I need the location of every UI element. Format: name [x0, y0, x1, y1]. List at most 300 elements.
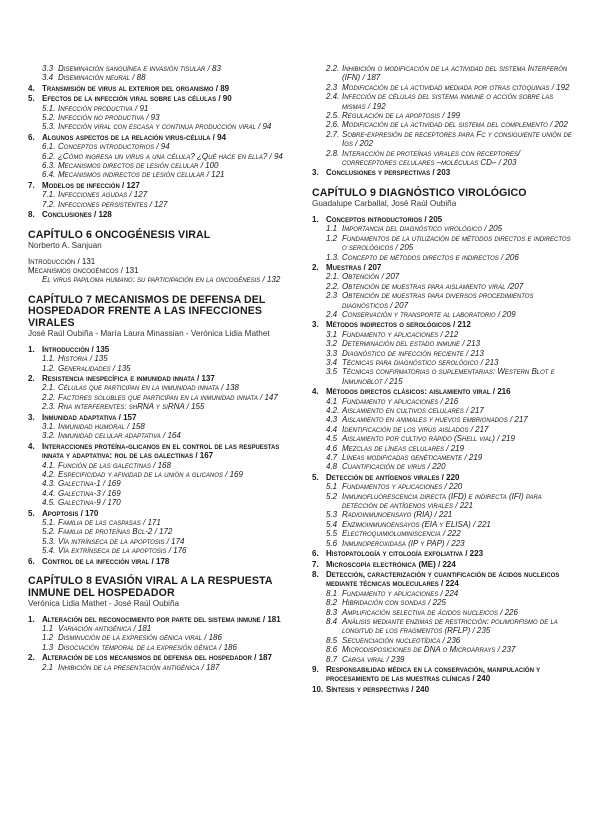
- toc-entry-text: Técnicas confirmatorias o suplementarias: Western Blot e Inmunoblot / 215: [342, 367, 555, 386]
- chapter-authors: Guadalupe Carballal, José Raúl Oubiña: [312, 199, 457, 209]
- toc-subsection-entry: [28, 364, 298, 373]
- toc-entry-number: 4.4: [326, 424, 338, 434]
- toc-entry-text: Inhibición o modificación de la actividad del sistema Interferón (IFN) / 187: [342, 64, 568, 83]
- toc-subsection-entry: [312, 83, 574, 92]
- toc-entry-text: Microdisposiciones de DNA o Microarrays / 237: [342, 645, 516, 655]
- toc-entry-number: 6.: [312, 549, 319, 559]
- toc-entry-number: 2.1.: [42, 383, 56, 393]
- toc-section-entry: [28, 345, 298, 354]
- toc-entry-number: 4.5: [326, 434, 338, 444]
- toc-entry-number: 5.3.: [42, 536, 56, 546]
- toc-entry-number: 8.6: [326, 645, 338, 655]
- toc-entry-text: Apoptosis / 170: [42, 508, 99, 518]
- toc-subsection-entry: [312, 367, 574, 386]
- toc-subsection-entry: [28, 422, 298, 431]
- toc-entry-number: 4.: [28, 83, 35, 93]
- toc-entry-number: 5.1.: [42, 103, 56, 113]
- toc-entry-number: 5.2: [326, 491, 338, 501]
- toc-entry-text: Factores solubles que participan en la inmunidad innata / 147: [58, 392, 278, 402]
- toc-entry-number: 2.: [28, 373, 35, 383]
- toc-entry-text: Mecanismos oncogénicos / 131: [28, 265, 139, 275]
- toc-entry-text: Identificación de los virus aislados / 217: [342, 424, 489, 434]
- toc-entry-number: 3.4: [42, 73, 54, 83]
- toc-entry-text: Fundamento y aplicaciones / 224: [342, 588, 459, 598]
- toc-section-entry: [28, 442, 298, 461]
- toc-section-entry: [28, 210, 298, 219]
- toc-section-entry: [28, 374, 298, 383]
- chapter-authors: Norberto A. Sanjuan: [28, 241, 102, 250]
- toc-section-entry: [312, 168, 574, 177]
- toc-entry-text: Cuantificación de virus / 220: [342, 462, 446, 472]
- toc-entry-number: 6.4.: [42, 170, 56, 180]
- toc-subsection-entry: [312, 510, 574, 519]
- toc-entry-number: 6.3.: [42, 161, 56, 171]
- toc-entry-number: 2.3.: [42, 402, 56, 412]
- toc-subsection-entry: [28, 73, 298, 82]
- chapter-authors: José Raúl Oubiña - María Laura Minassian - Verónica Lidia Mathet: [28, 329, 270, 339]
- toc-entry-number: 1.2.: [42, 363, 56, 373]
- toc-entry: [28, 275, 298, 284]
- toc-entry-number: 1.: [28, 344, 35, 354]
- toc-entry-text: Métodos indirectos o serológicos / 212: [326, 320, 471, 330]
- toc-entry-text: Infección productiva / 91: [58, 103, 149, 113]
- toc-entry-number: 5.4.: [42, 546, 56, 556]
- toc-entry-number: 3.: [312, 320, 319, 330]
- toc-entry-number: 2.2.: [42, 392, 56, 402]
- toc-section-entry: [28, 181, 298, 190]
- toc-subsection-entry: [28, 663, 298, 672]
- toc-entry-text: Mecanismos directos de lesión celular / 100: [58, 161, 219, 171]
- toc-subsection-entry: [28, 170, 298, 179]
- toc-entry-number: 1.: [28, 614, 35, 624]
- toc-entry-number: 3.: [312, 168, 319, 178]
- toc-entry-number: 1.3: [42, 642, 54, 652]
- toc-right-column: [312, 64, 574, 839]
- toc-entry-text: Microscopía electrónica (ME) / 224: [326, 559, 456, 569]
- toc-entry-text: Familia de proteínas Bcl-2 / 172: [58, 527, 173, 537]
- toc-entry-text: Modificación de la actividad mediada por otras citoquinas / 192: [342, 82, 570, 92]
- toc-subsection-entry: [312, 529, 574, 538]
- toc-entry-text: Detección de antígenos virales / 220: [326, 472, 460, 482]
- toc-subsection-entry: [28, 393, 298, 402]
- toc-entry-number: 7.2.: [42, 199, 56, 209]
- toc-entry-text: Infección de células del sistema inmune o acción sobre las mismas / 192: [342, 92, 554, 111]
- toc-entry-text: Amplificación selectiva de ácidos nucleicos / 226: [342, 607, 518, 617]
- toc-subsection-entry: [28, 479, 298, 488]
- toc-subsection-entry: [312, 224, 574, 233]
- toc-subsection-entry: [312, 520, 574, 529]
- toc-section-entry: [28, 557, 298, 566]
- toc-entry-number: 5.3.: [42, 122, 56, 132]
- toc-subsection-entry: [312, 434, 574, 443]
- toc-entry-text: Inmunoperoxidasa (IP y PAP) / 223: [342, 538, 465, 548]
- toc-entry-text: Análisis mediante enzimas de restricción: polimorfismo de la longitud de los fragmentos (RFLP) / 235: [342, 616, 558, 636]
- toc-entry-text: Aislamiento en animales y huevos embrionados / 217: [342, 415, 528, 425]
- toc-entry-number: 4.: [312, 387, 319, 397]
- toc-entry-number: 3.5: [326, 367, 338, 377]
- toc-subsection-entry: [28, 633, 298, 642]
- toc-section-entry: [312, 387, 574, 396]
- toc-entry-number: 4.7: [326, 453, 338, 463]
- toc-subsection-entry: [312, 453, 574, 462]
- toc-subsection-entry: [28, 470, 298, 479]
- toc-entry-number: 3.1: [326, 329, 338, 339]
- toc-entry-text: Alteración de los mecanismos de defensa del hospedador / 187: [42, 653, 272, 663]
- toc-section-entry: [312, 215, 574, 224]
- toc-entry-text: Infecciones persistentes / 127: [58, 199, 168, 209]
- toc-subsection-entry: [28, 546, 298, 555]
- chapter-authors: Verónica Lidia Mathet - José Raúl Oubiña: [28, 599, 180, 609]
- toc-entry-number: 3.1.: [42, 421, 56, 431]
- toc-entry-number: 3.2: [326, 339, 338, 349]
- toc-entry-text: Obtención de muestras para diversos procedimientos diagnósticos / 207: [342, 291, 534, 310]
- toc-chapter: [28, 230, 298, 285]
- toc-entry-number: 5.2.: [42, 113, 56, 123]
- toc-entry-text: Fundamentos de la utilización de métodos directos e indirectos o serológicos / 205: [342, 233, 571, 253]
- toc-subsection-entry: [28, 518, 298, 527]
- toc-entry-group: [312, 64, 574, 178]
- toc-entry-number: 4.: [28, 441, 35, 451]
- toc-entry: [28, 266, 298, 275]
- toc-entry-number: 2.1.: [326, 272, 340, 282]
- toc-entry-number: 3.3: [42, 64, 54, 73]
- toc-subsection-entry: [28, 190, 298, 199]
- chapter-title: CAPÍTULO 9 DIAGNÓSTICO VIROLÓGICO: [312, 186, 527, 199]
- toc-entry-number: 8.: [28, 210, 35, 220]
- toc-entry-text: Alteración del reconocimiento por parte del sistema inmune / 181: [42, 614, 281, 624]
- toc-subsection-entry: [28, 354, 298, 363]
- toc-subsection-entry: [312, 539, 574, 548]
- toc-subsection-entry: [28, 383, 298, 392]
- toc-subsection-entry: [312, 589, 574, 598]
- toc-entry-number: 4.1: [326, 396, 338, 406]
- toc-entry-text: Función de las galectinas / 168: [58, 460, 171, 470]
- toc-subsection-entry: [28, 200, 298, 209]
- chapter-title: CAPÍTULO 6 ONCOGÉNESIS VIRAL: [28, 228, 211, 241]
- toc-entry-number: 5.: [28, 508, 35, 518]
- toc-subsection-entry: [312, 92, 574, 111]
- toc-subsection-entry: [28, 461, 298, 470]
- toc-entry-text: Familia de las caspasas / 171: [58, 518, 161, 528]
- toc-subsection-entry: [312, 462, 574, 471]
- chapter-title: CAPÍTULO 7 MECANISMOS DE DEFENSA DEL HOSPEDADOR FRENTE A LAS INFECCIONES VIRALES: [28, 293, 266, 329]
- toc-entry-number: 4.5.: [42, 498, 56, 508]
- toc-entry-text: Introducción / 131: [28, 256, 96, 266]
- toc-entry-text: Diseminación neural / 88: [58, 73, 146, 83]
- toc-entry-text: Síntesis y perspectivas / 240: [326, 684, 430, 694]
- toc-subsection-entry: [312, 291, 574, 310]
- toc-section-entry: [312, 320, 574, 329]
- toc-entry-number: 2.4: [326, 309, 338, 319]
- toc-entry-number: 5.4: [326, 519, 338, 529]
- toc-entry-number: 2.6.: [326, 120, 340, 130]
- toc-entry-text: Importancia del diagnóstico virológico / 205: [342, 224, 503, 234]
- toc-subsection-entry: [312, 130, 574, 149]
- toc-subsection-entry: [312, 425, 574, 434]
- toc-entry-text: Técnicas para diagnóstico serológico / 213: [342, 357, 499, 367]
- toc-section-entry: [312, 560, 574, 569]
- toc-entry-number: 5.: [312, 472, 319, 482]
- toc-chapter: [312, 188, 574, 694]
- toc-subsection-entry: [312, 111, 574, 120]
- toc-entry-number: 7.: [28, 180, 35, 190]
- toc-entry-text: Conclusiones / 128: [42, 210, 112, 220]
- toc-entry-text: Conceptos introductorios / 94: [58, 142, 170, 152]
- toc-subsection-entry: [28, 104, 298, 113]
- toc-section-entry: [28, 615, 298, 624]
- toc-entry-number: 3.3: [326, 348, 338, 358]
- toc-section-entry: [312, 549, 574, 558]
- toc-entry-text: Transmisión de virus al exterior del organismo / 89: [42, 83, 230, 93]
- toc-subsection-entry: [312, 272, 574, 281]
- toc-subsection-entry: [312, 608, 574, 617]
- toc-entry-number: 1.: [312, 214, 319, 224]
- toc-entry-number: 3.2.: [42, 431, 56, 441]
- toc-entry: [28, 257, 298, 266]
- toc-entry-text: Conceptos introductorios / 205: [326, 214, 443, 224]
- toc-subsection-entry: [312, 339, 574, 348]
- toc-section-entry: [28, 133, 298, 142]
- toc-entry-text: Fundamento y aplicaciones / 212: [342, 329, 459, 339]
- toc-entry-text: Hibridación con sondas / 225: [342, 598, 446, 608]
- toc-entry-text: Diagnóstico de infección reciente / 213: [342, 348, 484, 358]
- toc-subsection-entry: [312, 234, 574, 253]
- toc-chapter: [28, 295, 298, 566]
- toc-subsection-entry: [28, 498, 298, 507]
- toc-subsection-entry: [312, 444, 574, 453]
- toc-subsection-entry: [312, 310, 574, 319]
- toc-entry-text: Interacción de proteínas virales con receptores/ correceptores celulares –moléculas CD– / 203: [342, 148, 521, 168]
- toc-subsection-entry: [28, 142, 298, 151]
- toc-entry-text: Galectina-3 / 169: [58, 488, 121, 498]
- toc-entry-number: 2.3: [326, 82, 338, 92]
- toc-entry-text: Historia / 135: [58, 354, 108, 364]
- toc-entry-number: 3.: [28, 412, 35, 422]
- toc-entry-number: 1.2: [326, 233, 338, 243]
- toc-entry-text: Vía extrínseca de la apoptosis / 176: [58, 546, 187, 556]
- toc-entry-number: 4.3.: [42, 479, 56, 489]
- toc-entry-text: Rna interferentes: shRNA y siRNA / 155: [58, 402, 205, 412]
- toc-entry-number: 8.4: [326, 616, 338, 626]
- toc-entry-text: Aislamiento en cultivos celulares / 217: [342, 406, 484, 415]
- toc-entry-number: 4.2.: [42, 470, 56, 479]
- toc-entry-number: 8.2: [326, 598, 338, 608]
- toc-subsection-entry: [312, 406, 574, 415]
- toc-entry-text: Células que participan en la inmunidad innata / 138: [58, 383, 239, 393]
- toc-entry-text: Determinación del estado inmune / 213: [342, 339, 481, 349]
- toc-subsection-entry: [312, 120, 574, 129]
- toc-entry-number: 5.: [28, 94, 35, 104]
- toc-entry-number: 6.: [28, 132, 35, 142]
- toc-entry-number: 2.3: [326, 291, 338, 301]
- toc-subsection-entry: [312, 330, 574, 339]
- toc-entry-text: Secuenciación nucleotídica / 236: [342, 635, 461, 645]
- toc-entry-number: 5.3: [326, 510, 338, 520]
- toc-entry-number: 9.: [312, 664, 319, 674]
- toc-entry-text: Disminución de la expresión génica viral / 186: [58, 633, 222, 643]
- toc-subsection-entry: [28, 113, 298, 122]
- toc-entry-number: 5.1: [326, 482, 338, 492]
- toc-entry-number: 2.2.: [326, 64, 340, 73]
- toc-entry-text: Histopatología y citología exfoliativa / 223: [326, 549, 484, 559]
- toc-entry-number: 4.4.: [42, 488, 56, 498]
- toc-subsection-entry: [312, 598, 574, 607]
- toc-entry-text: Control de la infección viral / 178: [42, 556, 170, 566]
- toc-subsection-entry: [312, 149, 574, 168]
- toc-subsection-entry: [28, 122, 298, 131]
- toc-section-entry: [28, 653, 298, 662]
- toc-entry-number: 2.: [28, 653, 35, 663]
- toc-chapter: [28, 576, 298, 672]
- toc-entry-text: Variación antigénica / 181: [58, 623, 152, 633]
- toc-subsection-entry: [312, 253, 574, 262]
- toc-entry-number: 4.3: [326, 415, 338, 425]
- toc-subsection-entry: [312, 64, 574, 83]
- toc-entry-text: Inmunofluorescencia directa (IFD) e indirecta (IFI) para detección de antígenos virales / 221: [342, 491, 542, 511]
- toc-entry-text: Concepto de métodos directos e indirectos / 206: [342, 252, 519, 262]
- toc-entry-number: 2.1: [42, 662, 54, 672]
- toc-entry-text: ¿Cómo ingresa un virus a una célula? ¿Qué hace en ella? / 94: [58, 151, 283, 161]
- toc-entry-number: 5.2.: [42, 527, 56, 537]
- toc-section-entry: [28, 413, 298, 422]
- toc-section-entry: [312, 473, 574, 482]
- toc-section-entry: [28, 84, 298, 93]
- toc-entry-text: Algunos aspectos de la relación virus-célula / 94: [42, 132, 227, 142]
- toc-entry-number: 6.2.: [42, 151, 56, 161]
- toc-left-column: [28, 64, 298, 839]
- toc-entry-number: 7.1.: [42, 190, 56, 200]
- toc-entry-text: Electroquimioluminiscencia / 222: [342, 529, 461, 539]
- toc-entry-number: 8.3: [326, 607, 338, 617]
- toc-entry-number: 6.1.: [42, 142, 56, 152]
- toc-entry-text: Inmunidad celular adaptativa / 164: [58, 431, 181, 441]
- toc-entry-number: 1.2: [42, 633, 54, 643]
- toc-entry-number: 7.: [312, 559, 319, 569]
- toc-entry-number: 6.: [28, 556, 35, 566]
- toc-entry-number: 2.: [312, 262, 319, 272]
- toc-entry-number: 10.: [312, 684, 324, 694]
- toc-entry-text: Carga viral / 239: [342, 654, 405, 664]
- toc-subsection-entry: [28, 489, 298, 498]
- toc-entry-number: 2.7.: [326, 129, 340, 139]
- toc-entry-text: Galectina-1 / 169: [58, 479, 121, 489]
- toc-subsection-entry: [28, 152, 298, 161]
- toc-subsection-entry: [312, 636, 574, 645]
- toc-section-entry: [312, 665, 574, 684]
- toc-entry-text: Radioinmunoensayo (RIA) / 221: [342, 510, 453, 520]
- toc-entry-number: 5.1.: [42, 518, 56, 528]
- toc-entry-text: Métodos directos clásicos: aislamiento viral / 216: [326, 387, 511, 397]
- toc-entry-number: 2.2.: [326, 281, 340, 291]
- toc-entry-text: Conclusiones y perspectivas / 203: [326, 168, 451, 178]
- toc-entry-text: Fundamento y aplicaciones / 216: [342, 396, 459, 406]
- toc-entry-text: Modificación de la actividad del sistema del complemento / 202: [342, 120, 568, 130]
- toc-subsection-entry: [312, 349, 574, 358]
- toc-subsection-entry: [312, 415, 574, 424]
- chapter-title: CAPÍTULO 8 EVASIÓN VIRAL A LA RESPUESTA INMUNE DEL HOSPEDADOR: [28, 575, 273, 599]
- toc-subsection-entry: [312, 358, 574, 367]
- toc-entry-text: Responsabilidad médica en la conservación, manipulación y procesamiento de las muestras clínicas / 240: [326, 664, 541, 684]
- toc-entry-text: Especificidad y afinidad de la unión a glicanos / 169: [58, 470, 243, 479]
- toc-entry-number: 4.6: [326, 443, 338, 453]
- toc-entry-text: Modelos de infección / 127: [42, 180, 140, 190]
- toc-section-entry: [312, 263, 574, 272]
- toc-subsection-entry: [28, 624, 298, 633]
- toc-entry-text: Inmunidad humoral / 158: [58, 421, 145, 431]
- toc-entry-number: 1.1: [42, 623, 54, 633]
- toc-entry-text: Infección viral con escasa y continua producción viral / 94: [58, 122, 272, 132]
- toc-subsection-entry: [312, 617, 574, 636]
- toc-entry-number: 3.4: [326, 357, 338, 367]
- toc-subsection-entry: [312, 397, 574, 406]
- toc-entry-text: Infección no productiva / 93: [58, 113, 160, 123]
- toc-entry-number: 8.7: [326, 654, 338, 664]
- toc-entry-number: 8.5: [326, 635, 338, 645]
- toc-entry-number: 5.5: [326, 529, 338, 539]
- toc-entry-number: 8.: [312, 569, 319, 579]
- toc-entry-text: Resistencia inespecífica e inmunidad innata / 137: [42, 373, 215, 383]
- toc-entry-number: 2.8.: [326, 148, 340, 158]
- toc-entry-number: 1.1: [326, 224, 338, 234]
- toc-subsection-entry: [312, 492, 574, 511]
- toc-section-entry: [312, 685, 574, 694]
- toc-section-entry: [312, 570, 574, 589]
- toc-entry-text: Infecciones agudas / 127: [58, 190, 148, 200]
- toc-entry-number: 2.4.: [326, 92, 340, 102]
- toc-entry-text: Enzimoinmunoensayos (EIA y ELISA) / 221: [342, 519, 491, 529]
- toc-entry-text: Diseminación sanguínea e invasión tisular / 83: [58, 64, 221, 73]
- toc-entry-text: Introducción / 135: [42, 344, 110, 354]
- toc-entry-text: Galectina-9 / 170: [58, 498, 121, 508]
- toc-entry-text: Efectos de la infección viral sobre las células / 90: [42, 94, 232, 104]
- toc-subsection-entry: [28, 64, 298, 73]
- toc-entry-number: 4.8: [326, 462, 338, 472]
- toc-entry-number: 2.5.: [326, 111, 340, 121]
- toc-entry-text: Conservación y transporte al laboratorio / 209: [342, 309, 516, 319]
- toc-entry-text: Sobre-expresión de receptores para Fc y consiguiente unión de Igs / 202: [342, 129, 572, 149]
- toc-entry-number: 4.1.: [42, 460, 56, 470]
- toc-entry-group: [28, 64, 298, 220]
- toc-entry-text: Generalidades / 135: [58, 363, 131, 373]
- toc-entry-number: 1.1.: [42, 354, 56, 364]
- toc-entry-text: Detección, caracterización y cuantificación de ácidos nucleicos mediante técnicas moleculares / 224: [326, 569, 560, 589]
- toc-entry-number: 4.2.: [326, 406, 340, 415]
- toc-entry-number: 5.6: [326, 538, 338, 548]
- toc-entry-text: Mecanismos indirectos de lesión celular / 121: [58, 170, 225, 180]
- toc-subsection-entry: [312, 482, 574, 491]
- toc-entry-number: 1.3.: [326, 252, 340, 262]
- toc-entry-text: Interacciones proteína-glicanos en el control de las respuestas innata y adaptativa: rol de las galectinas / 167: [42, 441, 280, 461]
- toc-entry-text: Obtención de muestras para aislamiento viral /207: [342, 281, 524, 291]
- toc-entry-text: Inmunidad adaptativa / 157: [42, 412, 137, 422]
- toc-subsection-entry: [28, 643, 298, 652]
- toc-section-entry: [28, 509, 298, 518]
- toc-subsection-entry: [28, 161, 298, 170]
- toc-subsection-entry: [28, 527, 298, 536]
- toc-entry-text: Inhibición de la presentación antigénica / 187: [58, 662, 220, 672]
- toc-entry-text: Vía intrínseca de la apoptosis / 174: [58, 536, 185, 546]
- toc-entry-text: Muestras / 207: [326, 262, 382, 272]
- toc-entry-text: Obtención / 207: [342, 272, 400, 282]
- toc-entry-text: Disociación temporal de la expresión génica / 186: [58, 642, 237, 652]
- toc-subsection-entry: [28, 537, 298, 546]
- toc-subsection-entry: [312, 655, 574, 664]
- toc-entry-text: Fundamentos y aplicaciones / 220: [342, 482, 463, 492]
- toc-section-entry: [28, 94, 298, 103]
- toc-entry-text: Aislamiento por cultivo rápido (Shell vial) / 219: [342, 434, 515, 444]
- toc-entry-text: El virus papiloma humano: su participación en la oncogénesis / 132: [42, 275, 281, 285]
- toc-entry-number: 8.1: [326, 588, 338, 598]
